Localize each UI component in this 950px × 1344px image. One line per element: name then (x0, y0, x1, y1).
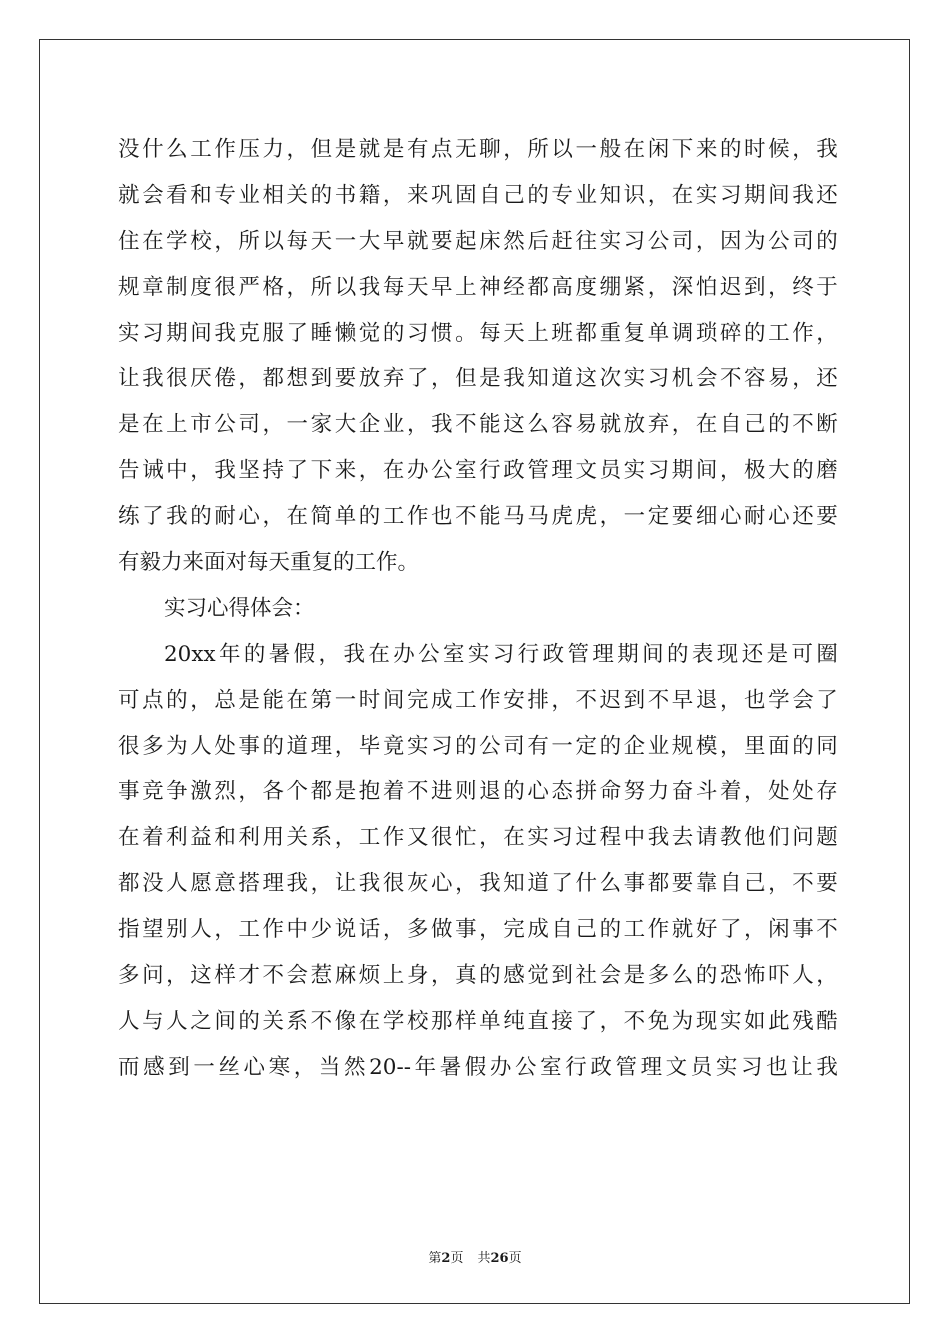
text-line: 都 没 人 愿 意 搭 理 我 ， 让 我 很 灰 心 ， 我 知 道 了 什 么 事 都 要 靠 自 己 ， 不 要 (118, 871, 838, 897)
page-footer (0, 1247, 950, 1266)
page-number: 2 (441, 1251, 451, 1266)
section-heading: 实习心得体会： (164, 595, 315, 621)
text-line: 住 在 学 校 ， 所 以 每 天 一 大 早 就 要 起 床 然 后 赶 往 实 习 公 司 ， 因 为 公 司 的 (118, 228, 838, 254)
text-line: 就 会 看 和 专 业 相 关 的 书 籍 ， 来 巩 固 自 己 的 专 业 知 识 ， 在 实 习 期 间 我 还 (118, 182, 838, 208)
page-prefix: 第 (428, 1251, 442, 1266)
text-line: 事 竞 争 激 烈 ， 各 个 都 是 抱 着 不 进 则 退 的 心 态 拼 命 努 力 奋 斗 着 ， 处 处 存 (118, 779, 838, 805)
total-suffix: 页 (508, 1251, 522, 1266)
text-line: 是 在 上 市 公 司 ， 一 家 大 企 业 ， 我 不 能 这 么 容 易 就 放 弃 ， 在 自 己 的 不 断 (118, 412, 838, 438)
total-pages: 26 (490, 1251, 509, 1266)
text-line: 20xx 年 的 暑 假 ， 我 在 办 公 室 实 习 行 政 管 理 期 间 的 表 现 还 是 可 圈 (164, 641, 838, 667)
text-line: 让 我 很 厌 倦 ， 都 想 到 要 放 弃 了 ， 但 是 我 知 道 这 次 实 习 机 会 不 容 易 ， 还 (118, 366, 838, 392)
text-line: 可 点 的 ， 总 是 能 在 第 一 时 间 完 成 工 作 安 排 ， 不 迟 到 不 早 退 ， 也 学 会 了 (118, 687, 838, 713)
total-prefix: 共 (477, 1251, 491, 1266)
page-suffix: 页 (450, 1251, 464, 1266)
text-line: 实 习 期 间 我 克 服 了 睡 懒 觉 的 习 惯 。 每 天 上 班 都 重 复 单 调 琐 碎 的 工 作 ， (118, 320, 838, 346)
text-line: 告 诫 中 ， 我 坚 持 了 下 来 ， 在 办 公 室 行 政 管 理 文 员 实 习 期 间 ， 极 大 的 磨 (118, 458, 838, 484)
text-line: 人 与 人 之 间 的 关 系 不 像 在 学 校 那 样 单 纯 直 接 了 ， 不 免 为 现 实 如 此 残 酷 (118, 1008, 838, 1034)
text-line: 很 多 为 人 处 事 的 道 理 ， 毕 竟 实 习 的 公 司 有 一 定 的 企 业 规 模 ， 里 面 的 同 (118, 733, 838, 759)
text-line: 多 问 ， 这 样 才 不 会 惹 麻 烦 上 身 ， 真 的 感 觉 到 社 会 是 多 么 的 恐 怖 吓 人 ， (118, 963, 838, 989)
text-line: 而 感 到 一 丝 心 寒 ， 当 然 20-- 年 暑 假 办 公 室 行 政 管 理 文 员 实 习 也 让 我 (118, 1054, 838, 1080)
text-line: 没 什 么 工 作 压 力 ， 但 是 就 是 有 点 无 聊 ， 所 以 一 般 在 闲 下 来 的 时 候 ， 我 (118, 137, 838, 162)
text-line: 指 望 别 人 ， 工 作 中 少 说 话 ， 多 做 事 ， 完 成 自 己 的 工 作 就 好 了 ， 闲 事 不 (118, 917, 838, 943)
text-line: 有毅力来面对每天重复的工作。 (118, 550, 420, 576)
text-line: 练 了 我 的 耐 心 ， 在 简 单 的 工 作 也 不 能 马 马 虎 虎 ， 一 定 要 细 心 耐 心 还 要 (118, 504, 838, 530)
document-body (118, 127, 838, 1091)
text-line: 在 着 利 益 和 利 用 关 系 ， 工 作 又 很 忙 ， 在 实 习 过 程 中 我 去 请 教 他 们 问 题 (118, 825, 838, 851)
text-line: 规 章 制 度 很 严 格 ， 所 以 我 每 天 早 上 神 经 都 高 度 绷 紧 ， 深 怕 迟 到 ， 终 于 (118, 274, 838, 300)
